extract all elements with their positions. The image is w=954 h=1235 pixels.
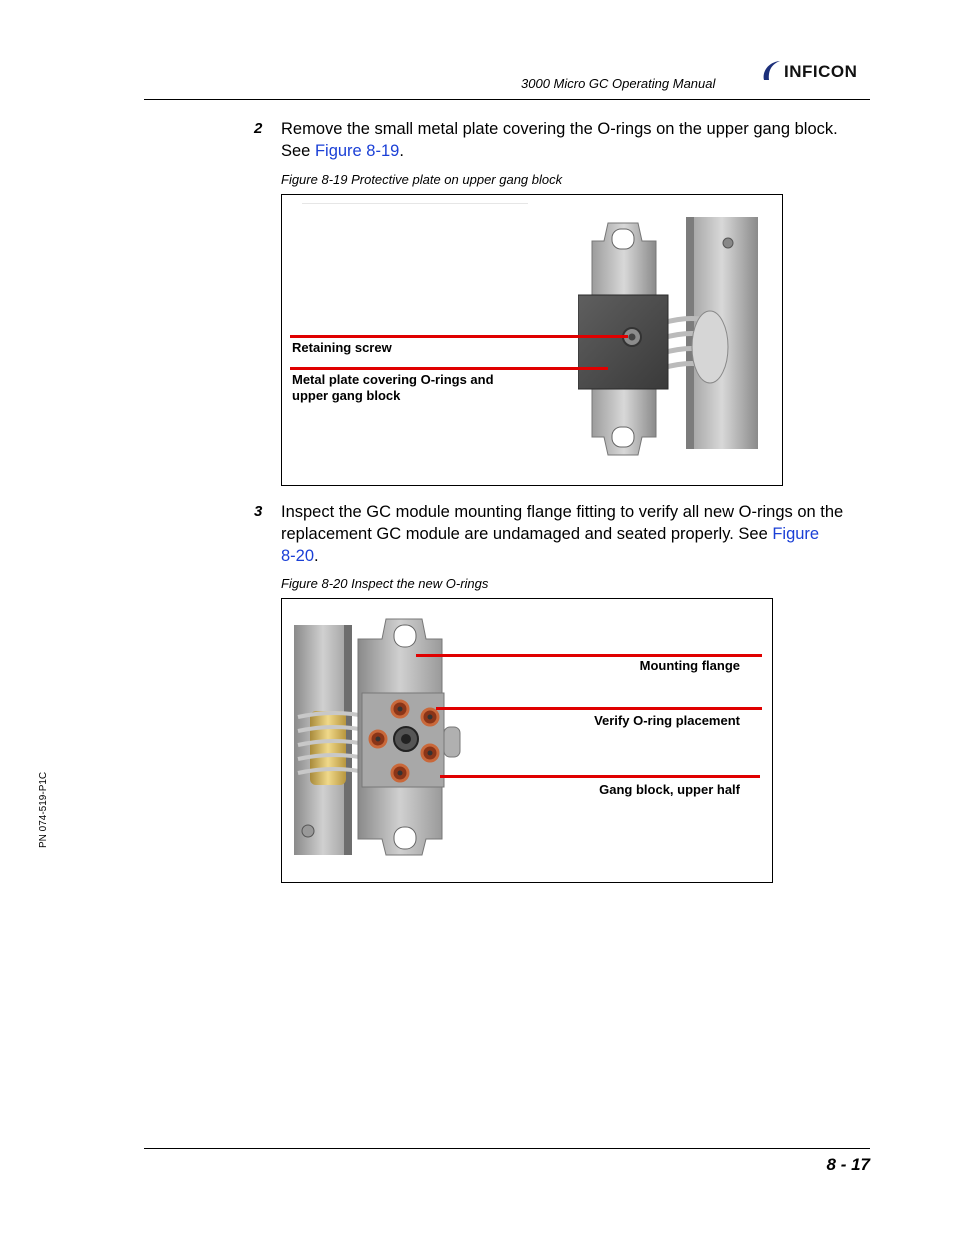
step-3-see: replacement GC module are undamaged and seated properly. See xyxy=(281,525,773,543)
step-number-2: 2 xyxy=(254,120,263,137)
step-number-3: 3 xyxy=(254,503,263,520)
callout-gang-block: Gang block, upper half xyxy=(599,782,740,797)
step-3-text xyxy=(281,501,881,567)
step-3-line-3 xyxy=(281,545,881,567)
step-2-text xyxy=(281,118,881,162)
figure-8-20-link-part-2[interactable]: 8-20 xyxy=(281,547,315,565)
step-2-line-2 xyxy=(281,140,881,162)
header-rule xyxy=(144,99,870,100)
step-3-period: . xyxy=(314,547,319,565)
figure-8-20-link-part-1[interactable]: Figure xyxy=(772,525,820,543)
page-number: 8 - 17 xyxy=(826,1155,870,1174)
manual-title: 3000 Micro GC Operating Manual xyxy=(521,76,716,91)
inficon-swoosh-icon xyxy=(760,58,784,84)
o-ring-flange-photo xyxy=(294,617,466,857)
mounting-flange-leader-line xyxy=(416,654,762,657)
figure-8-19-caption: Figure 8-19 Protective plate on upper gang block xyxy=(281,172,563,187)
inficon-logo xyxy=(760,58,872,84)
figure-8-19-link[interactable]: Figure 8-19 xyxy=(314,142,400,160)
step-3-line-1: Inspect the GC module mounting flange fitting to verify all new O-rings on the xyxy=(281,503,844,521)
figure-faint-line xyxy=(302,203,528,204)
step-3-line-2 xyxy=(281,523,881,545)
callout-verify-o-ring: Verify O-ring placement xyxy=(594,713,740,728)
figure-8-20 xyxy=(281,598,773,883)
callout-mounting-flange: Mounting flange xyxy=(639,658,740,673)
step-2-period: . xyxy=(399,142,404,160)
retaining-screw-leader-line xyxy=(290,335,628,338)
step-2-line-1: Remove the small metal plate covering the O-rings on the upper gang block. xyxy=(281,120,838,138)
logo-text: INFICON xyxy=(784,62,858,81)
gang-block-leader-line xyxy=(440,775,760,778)
footer-rule xyxy=(144,1148,870,1149)
step-2-see: See xyxy=(281,142,315,160)
part-number: PN 074-519-P1C xyxy=(38,771,49,848)
callout-metal-plate-line-2: upper gang block xyxy=(292,388,401,403)
metal-plate-leader-line xyxy=(290,367,608,370)
callout-metal-plate-line-1: Metal plate covering O-rings and xyxy=(292,372,494,387)
o-ring-leader-line xyxy=(436,707,762,710)
figure-8-19 xyxy=(281,194,783,486)
figure-8-20-caption: Figure 8-20 Inspect the new O-rings xyxy=(281,576,489,591)
callout-retaining-screw: Retaining screw xyxy=(292,340,392,355)
